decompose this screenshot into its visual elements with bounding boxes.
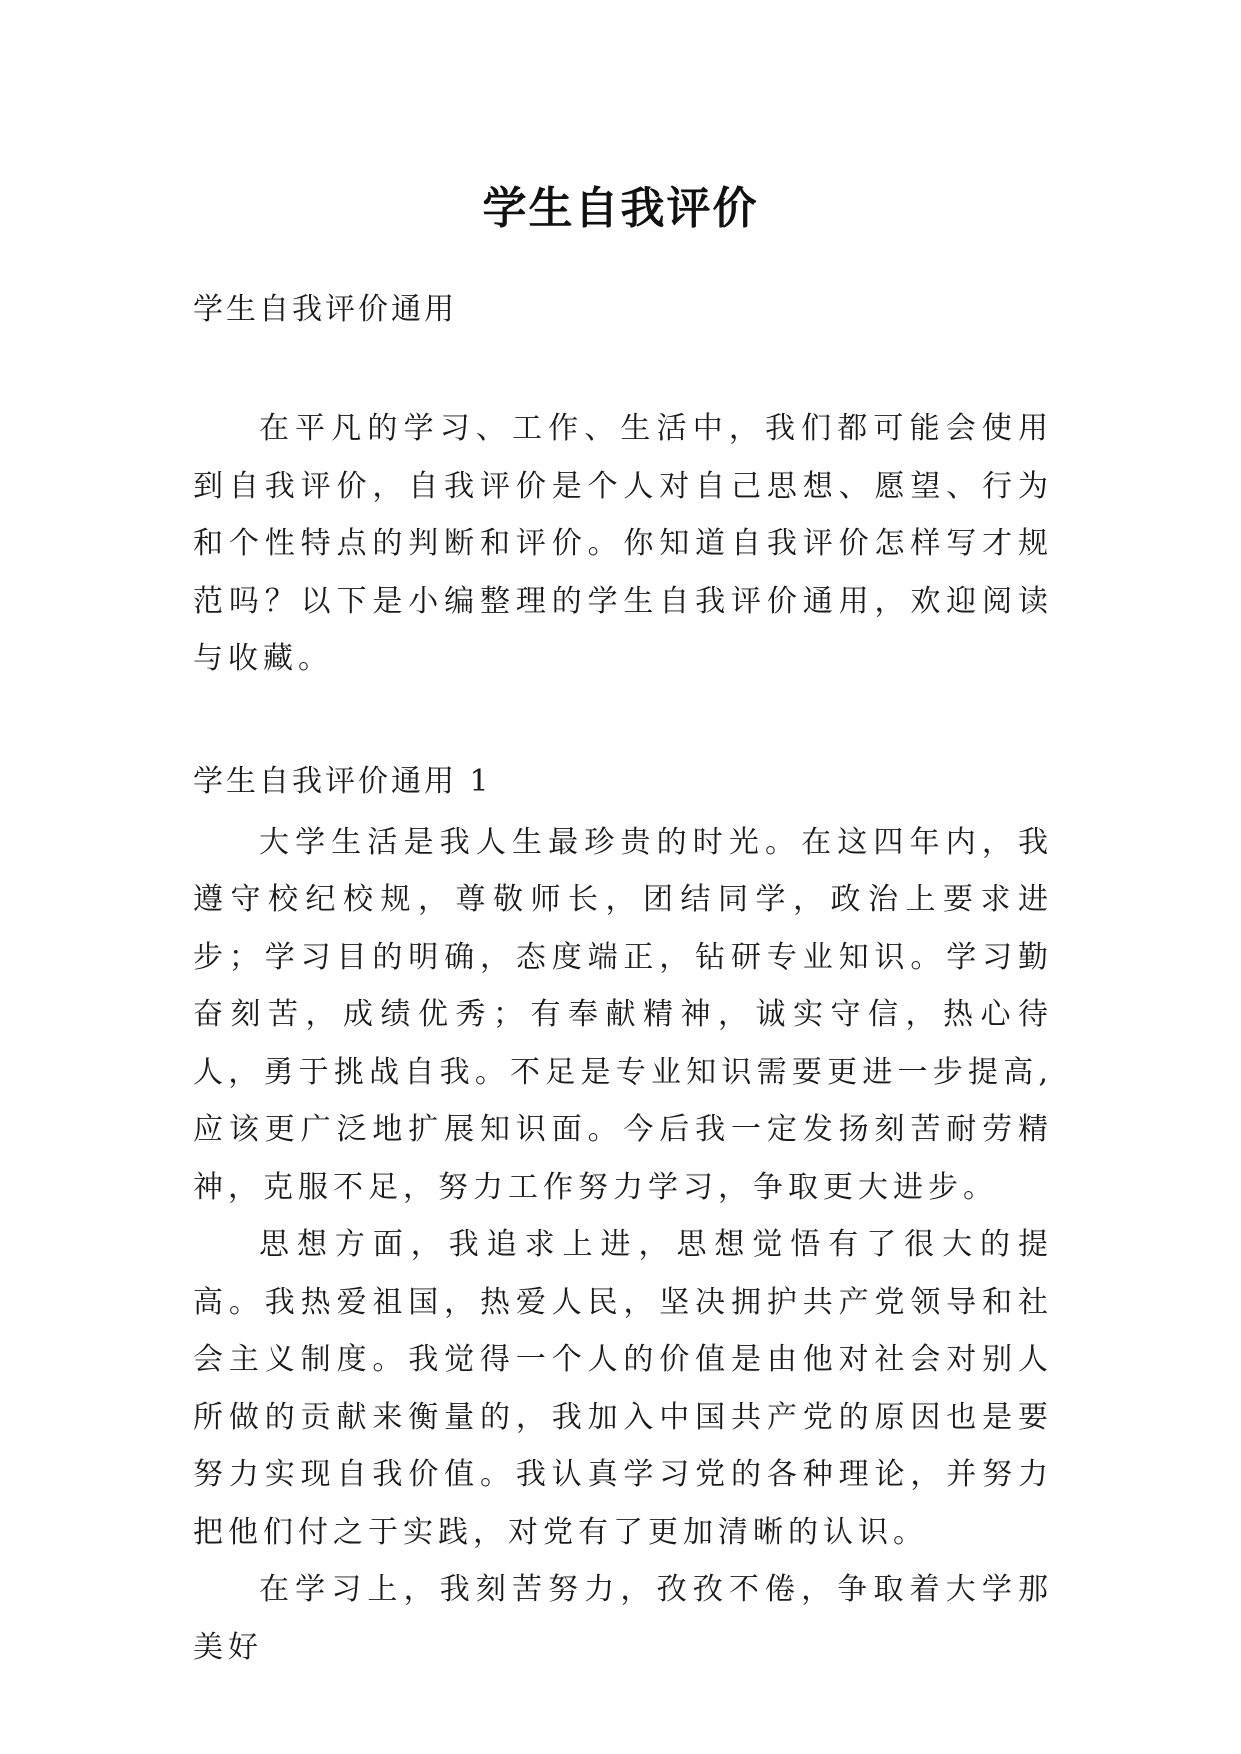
document-title: 学生自我评价 xyxy=(482,183,759,235)
body-paragraph: 思想方面，我追求上进，思想觉悟有了很大的提高。我热爱祖国，热爱人民，坚决拥护共产党领导和社会主义制度。我觉得一个人的价值是由他对社会对别人所做的贡献来衡量的，我加入中国共产党的原因也是要努力实现自我价值。我认真学习党的各种理论，并努力把他们付之于实践，对党有了更加清晰的认识。 xyxy=(193,1227,1053,1550)
body-paragraph: 大学生活是我人生最珍贵的时光。在这四年内，我遵守校纪校规，尊敬师长，团结同学，政治上要求进步；学习目的明确，态度端正，钻研专业知识。学习勤奋刻苦，成绩优秀；有奉献精神，诚实守信，热心待人，勇于挑战自我。不足是专业知识需要更进一步提高,应该更广泛地扩展知识面。今后我一定发扬刻苦耐劳精神，克服不足，努力工作努力学习，争取更大进步。 xyxy=(193,824,1053,1205)
intro-paragraph: 在平凡的学习、工作、生活中，我们都可能会使用到自我评价，自我评价是个人对自己思想、愿望、行为和个性特点的判断和评价。你知道自我评价怎样写才规范吗？以下是小编整理的学生自我评价通用，欢迎阅读与收藏。 xyxy=(193,411,1053,676)
document-subtitle: 学生自我评价通用 xyxy=(193,292,457,327)
document-body xyxy=(193,290,1053,1676)
section-heading: 学生自我评价通用 1 xyxy=(193,763,492,799)
body-paragraph: 在学习上，我刻苦努力，孜孜不倦，争取着大学那美好 xyxy=(193,1572,1053,1665)
